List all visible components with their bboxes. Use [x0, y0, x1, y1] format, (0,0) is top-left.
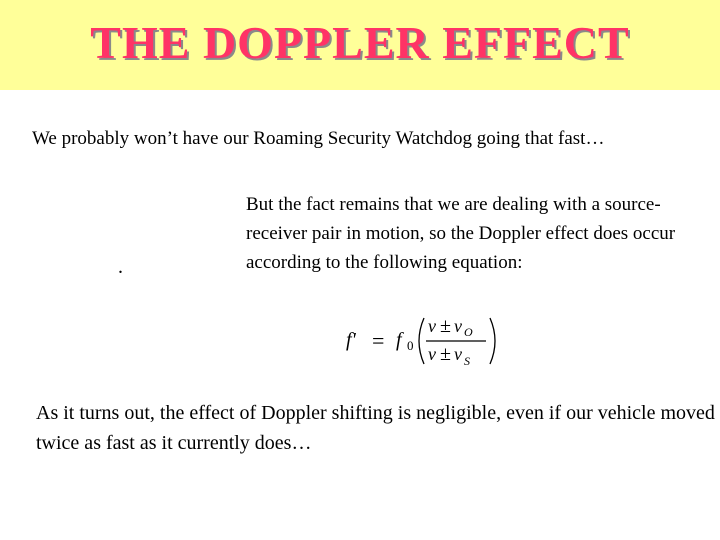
slide-title: THE DOPPLER EFFECT	[90, 17, 630, 68]
denominator-operator: ±	[440, 343, 451, 365]
numerator-operator: ±	[440, 315, 451, 337]
denominator-var: v	[454, 344, 462, 364]
numerator-var: v	[454, 316, 462, 336]
equation-base-subscript: 0	[407, 338, 414, 353]
denominator-v: v	[428, 344, 436, 364]
equation-left-paren	[419, 318, 424, 364]
conclusion-paragraph: As it turns out, the effect of Doppler shifting is negligible, even if our vehicle moved twice as fast as it currently does…	[36, 402, 715, 454]
intro-paragraph: We probably won’t have our Roaming Security Watchdog going that fast…	[32, 128, 605, 149]
equation-equals: =	[372, 328, 385, 353]
bullet-dot: .	[118, 256, 123, 278]
equation-right-paren	[490, 318, 495, 364]
equation-base: f	[396, 329, 402, 351]
numerator-subscript: O	[464, 325, 473, 339]
equation-lhs: f'	[346, 329, 356, 351]
doppler-explanation-paragraph: But the fact remains that we are dealing with a source-receiver pair in motion, so the Doppler effect does occur according to the following equation:	[246, 194, 676, 273]
denominator-subscript: S	[464, 354, 470, 368]
numerator-v: v	[428, 316, 436, 336]
doppler-equation	[340, 310, 520, 372]
